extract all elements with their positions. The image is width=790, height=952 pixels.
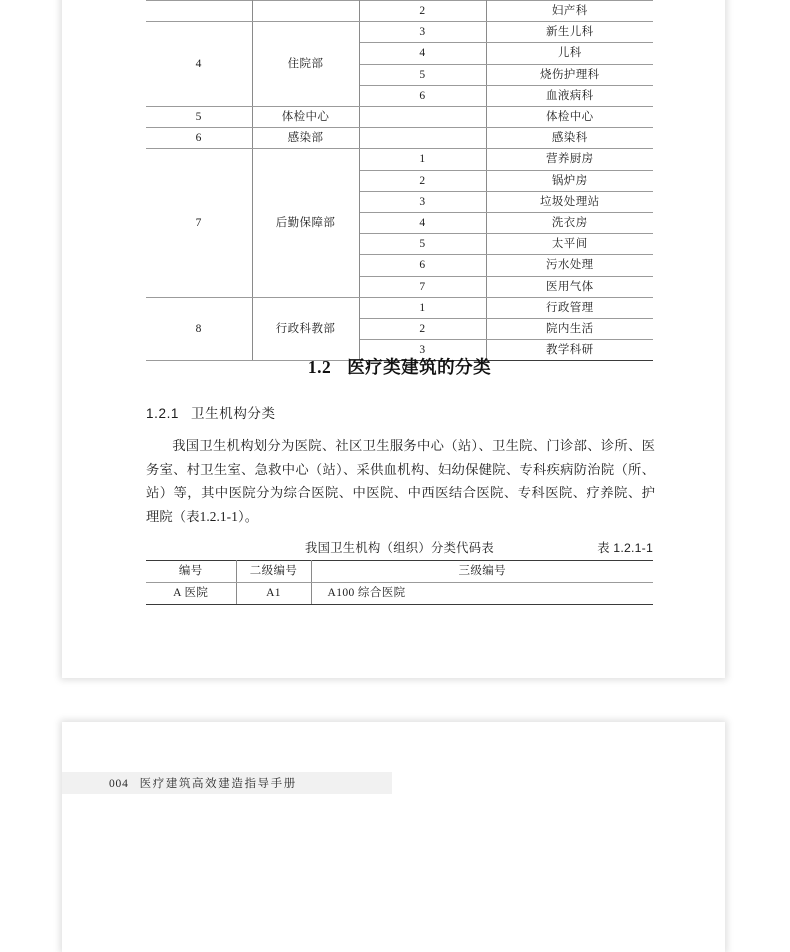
cell-dept: 行政科教部 xyxy=(252,297,359,361)
cell-no: 5 xyxy=(146,107,252,128)
cell-sub: 7 xyxy=(359,276,486,297)
departments-table xyxy=(146,0,653,361)
cell-sub: 3 xyxy=(359,22,486,43)
cell-sub: 6 xyxy=(359,255,486,276)
footer-book-title: 医疗建筑高效建造指导手册 xyxy=(139,778,297,790)
cell-sub: 3 xyxy=(359,340,486,361)
section-title: 医疗类建筑的分类 xyxy=(347,357,492,377)
cell-no: 8 xyxy=(146,297,252,361)
cell-sub: 1 xyxy=(359,297,486,318)
cell-name: 锅炉房 xyxy=(486,170,653,191)
cell-sub: 5 xyxy=(359,64,486,85)
table-row xyxy=(146,297,653,318)
cell-name: 医用气体 xyxy=(486,276,653,297)
cell-name: 血液病科 xyxy=(486,85,653,106)
caption-number: 表 1.2.1-1 xyxy=(597,541,653,555)
cell-name: 妇产科 xyxy=(486,1,653,22)
cell-name: 感染科 xyxy=(486,128,653,149)
table-row xyxy=(146,22,653,43)
table-row xyxy=(146,583,653,605)
cell-level2: A1 xyxy=(236,583,311,605)
page-2-content xyxy=(62,722,725,952)
cell-no: 7 xyxy=(146,149,252,297)
cell-sub: 4 xyxy=(359,213,486,234)
table-row xyxy=(146,107,653,128)
cell-no: 4 xyxy=(146,22,252,107)
subsection-heading xyxy=(146,402,276,422)
header-code: 编号 xyxy=(146,561,236,583)
code-table-caption xyxy=(146,538,653,554)
cell-name: 污水处理 xyxy=(486,255,653,276)
cell-name: 垃圾处理站 xyxy=(486,191,653,212)
page-footer xyxy=(109,775,297,791)
cell-sub: 2 xyxy=(359,319,486,340)
footer-page-number: 004 xyxy=(109,778,129,790)
cell-sub: 3 xyxy=(359,191,486,212)
section-number: 1.2 xyxy=(307,357,332,377)
page-1-content xyxy=(62,0,725,678)
caption-title: 我国卫生机构（组织）分类代码表 xyxy=(305,541,494,555)
cell-sub xyxy=(359,128,486,149)
body-paragraph xyxy=(146,434,655,528)
cell-dept xyxy=(252,1,359,22)
cell-name: 行政管理 xyxy=(486,297,653,318)
codes-table-body xyxy=(146,561,653,605)
cell-no xyxy=(146,1,252,22)
header-level2: 二级编号 xyxy=(236,561,311,583)
cell-name: 体检中心 xyxy=(486,107,653,128)
cell-sub xyxy=(359,107,486,128)
document-page-1 xyxy=(62,0,725,678)
cell-sub: 2 xyxy=(359,170,486,191)
cell-no: 6 xyxy=(146,128,252,149)
table-header-row xyxy=(146,561,653,583)
subsection-number: 1.2.1 xyxy=(146,406,180,421)
table-row xyxy=(146,149,653,170)
cell-dept: 住院部 xyxy=(252,22,359,107)
cell-name: 洗衣房 xyxy=(486,213,653,234)
cell-name: 新生儿科 xyxy=(486,22,653,43)
table-row xyxy=(146,128,653,149)
cell-sub: 1 xyxy=(359,149,486,170)
cell-level3: A100 综合医院 xyxy=(311,583,653,605)
subsection-title: 卫生机构分类 xyxy=(191,406,276,421)
header-level3: 三级编号 xyxy=(311,561,653,583)
cell-name: 太平间 xyxy=(486,234,653,255)
document-page-2 xyxy=(62,722,725,952)
paragraph-text: 我国卫生机构划分为医院、社区卫生服务中心（站）、卫生院、门诊部、诊所、医务室、村卫生室、急救中心（站）、采供血机构、妇幼保健院、专科疾病防治院（所、站）等，其中医院分为综合医院、中医院、中西医结合医院、专科医院、疗养院、护理院（表1.2.1-1）。 xyxy=(146,438,655,524)
cell-sub: 4 xyxy=(359,43,486,64)
departments-table-body xyxy=(146,1,653,361)
section-heading xyxy=(146,354,653,379)
cell-name: 烧伤护理科 xyxy=(486,64,653,85)
cell-dept: 体检中心 xyxy=(252,107,359,128)
cell-sub: 2 xyxy=(359,1,486,22)
cell-name: 营养厨房 xyxy=(486,149,653,170)
cell-name: 儿科 xyxy=(486,43,653,64)
cell-sub: 6 xyxy=(359,85,486,106)
cell-name: 院内生活 xyxy=(486,319,653,340)
cell-dept: 后勤保障部 xyxy=(252,149,359,297)
codes-table xyxy=(146,560,653,605)
cell-name: 教学科研 xyxy=(486,340,653,361)
cell-sub: 5 xyxy=(359,234,486,255)
cell-code: A 医院 xyxy=(146,583,236,605)
table-row xyxy=(146,1,653,22)
cell-dept: 感染部 xyxy=(252,128,359,149)
